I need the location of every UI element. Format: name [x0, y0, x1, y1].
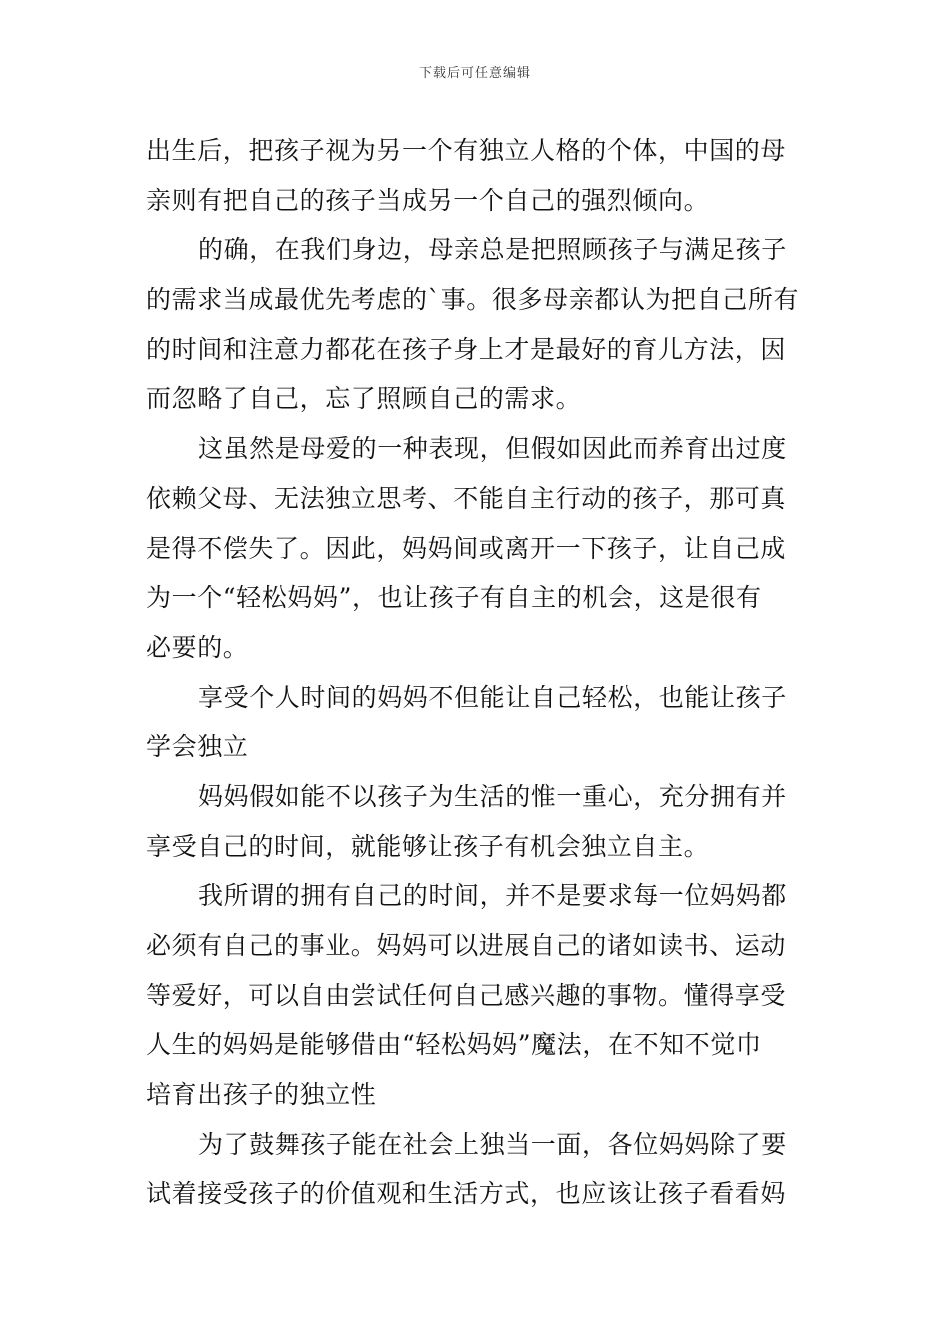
text-line: 的需求当成最优先考虑的`事。很多母亲都认为把自己所有 [146, 285, 800, 315]
text-line: 亲则有把自己的孩子当成另一个自己的强烈倾向。 [146, 185, 710, 215]
text-line: 的时间和注意力都花在孩子身上才是最好的育儿方法，因 [146, 334, 787, 364]
text-line: 人生的妈妈是能够借由“轻松妈妈”魔法，在不知不觉巾 [146, 1030, 762, 1060]
text-line: 必须有自己的事业。妈妈可以进展自己的诸如读书、运动 [146, 931, 787, 960]
text-line: 等爱好，可以自由尝试任何自己感兴趣的事物。懂得享受 [146, 980, 787, 1010]
paragraph-first-line: 的确，在我们身边，母亲总是把照顾孩子与满足孩子 [198, 235, 787, 265]
document-body [146, 126, 806, 1219]
paragraph-first-line: 为了鼓舞孩子能在社会上独当一面，各位妈妈除了要 [198, 1129, 787, 1159]
text-line: 享受自己的时间，就能够让孩子有机会独立自主。 [146, 831, 710, 861]
paragraph-first-line: 这虽然是母爱的一种表现，但假如因此而养育出过度 [198, 434, 787, 464]
page-header-note: 下载后可任意编辑 [418, 66, 531, 81]
text-line: 试着接受孩子的价值观和生活方式，也应该让孩子看看妈 [146, 1179, 787, 1209]
text-line: 依赖父母、无法独立思考、不能自主行动的孩子，那可真 [146, 483, 787, 513]
paragraph-first-line: 我所谓的拥有自己的时间，并不是要求每一位妈妈都 [198, 881, 787, 911]
paragraph-first-line: 妈妈假如能不以孩子为生活的惟一重心，充分拥有并 [198, 781, 787, 811]
section-heading-line: 享受个人时间的妈妈不但能让自己轻松，也能让孩子 [198, 682, 787, 712]
section-heading-line: 学会独立 [146, 732, 249, 762]
text-line: 出生后，把孩子视为另一个有独立人格的个体，中国的母 [146, 136, 787, 165]
text-line: 而忽略了自己，忘了照顾自己的需求。 [146, 384, 582, 414]
text-line: 培育出孩子的独立性 [146, 1080, 377, 1110]
text-line: 是得不偿失了。因此，妈妈间或离开一下孩子，让自己成 [146, 533, 787, 563]
text-line: 必要的。 [146, 632, 249, 662]
text-line: 为一个“轻松妈妈”，也让孩子有自主的机会，这是很有 [146, 583, 762, 613]
